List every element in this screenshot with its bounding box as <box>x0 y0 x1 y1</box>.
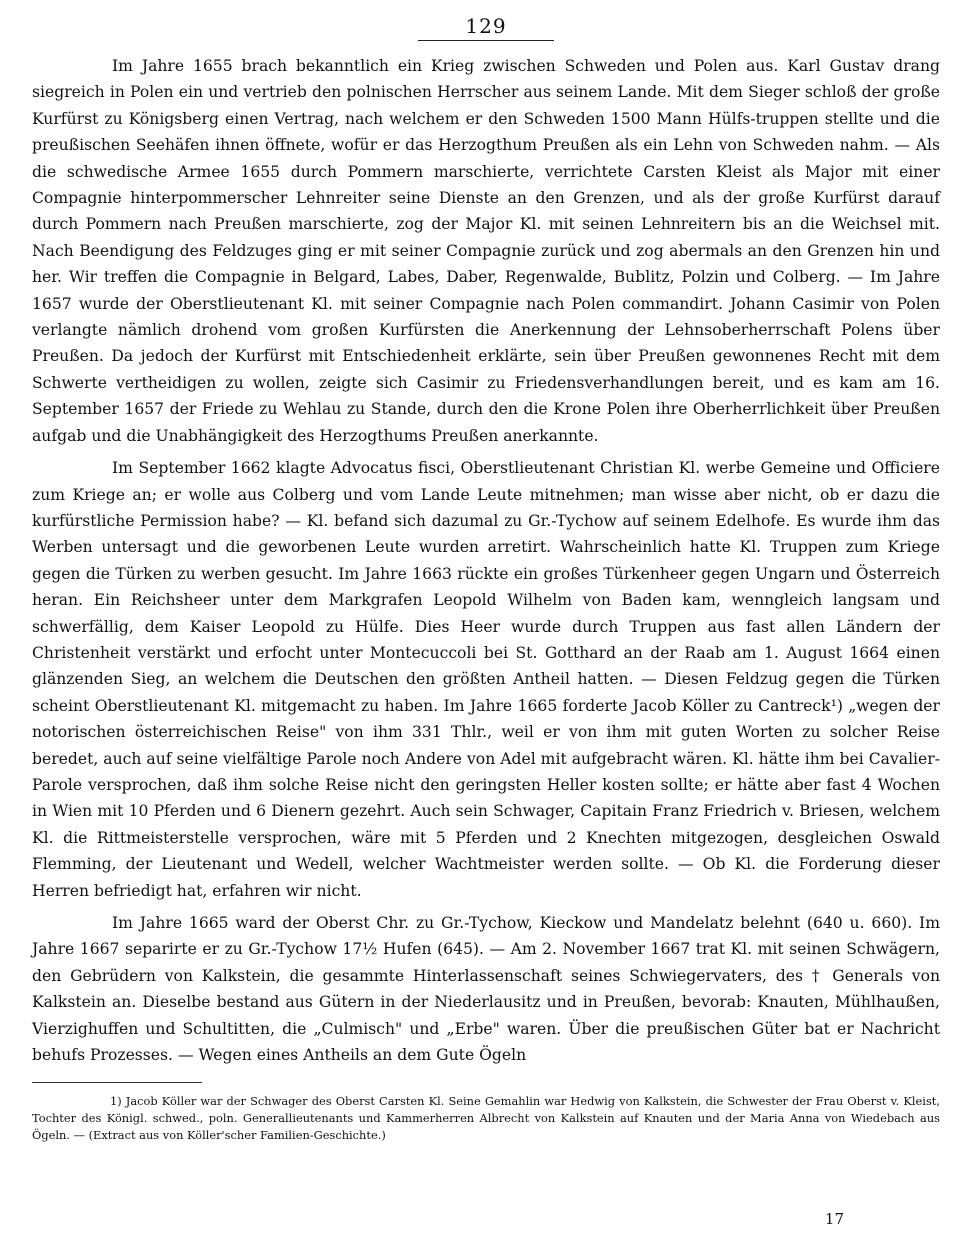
body-text <box>32 53 940 1068</box>
paragraph-3: Im Jahre 1665 ward der Oberst Chr. zu Gr.-Tychow, Kieckow und Mandelatz belehnt (640 u. 660). Im Jahre 1667 separirte er zu Gr.-Tychow 17½ Hufen (645). — Am 2. November 1667 trat Kl. mit seinen Schwägern, den Gebrüdern von Kalkstein, die gesammte Hinterlassenschaft seines Schwiegervaters, des † Generals von Kalkstein an. Dieselbe bestand aus Gütern in der Niederlausitz und in Preußen, bevorab: Knauten, Mühlhaußen, Vierzighuffen und Schultitten, die „Culmisch" und „Erbe" waren. Über die preußischen Güter bat er Nachricht behufs Prozesses. — Wegen eines Antheils an dem Gute Ögeln <box>32 914 940 1065</box>
page-number-rule <box>418 40 554 41</box>
paragraph-2: Im September 1662 klagte Advocatus fisci, Oberstlieutenant Christian Kl. werbe Gemeine und Officiere zum Kriege an; er wolle aus Colberg und vom Lande Leute mitnehmen; man wisse aber nicht, ob er dazu die kurfürstliche Permission habe? — Kl. befand sich dazumal zu Gr.-Tychow auf seinem Edelhofe. Es wurde ihm das Werben untersagt und die geworbenen Leute wurden arretirt. Wahrscheinlich hatte Kl. Truppen zum Kriege gegen die Türken zu werben gesucht. Im Jahre 1663 rückte ein großes Türkenheer gegen Ungarn und Österreich heran. Ein Reichsheer unter dem Markgrafen Leopold Wilhelm von Baden kam, wenngleich langsam und schwerfällig, dem Kaiser Leopold zu Hülfe. Dies Heer wurde durch Truppen aus fast allen Ländern der Christenheit verstärkt und erfocht unter Montecuccoli bei St. Gotthard an der Raab am 1. August 1664 einen glänzenden Sieg, an welchem die Deutschen den größten Antheil hatten. — Diesen Feldzug gegen die Türken scheint Oberstlieutenant Kl. mitgemacht zu haben. Im Jahre 1665 forderte Jacob Köller zu Cantreck¹) „wegen der notorischen österreichischen Reise" von ihm 331 Thlr., weil er von ihm mit guten Worten zu solcher Reise beredet, auch auf seine vielfältige Parole noch Andere von Adel mit aufgebracht wären. Kl. hätte ihm bei Cavalier-Parole versprochen, daß ihm solche Reise nicht den geringsten Heller kosten sollte; er hätte aber fast 4 Wochen in Wien mit 10 Pferden und 6 Dienern gezehrt. Auch sein Schwager, Capitain Franz Friedrich v. Briesen, welchem Kl. die Rittmeisterstelle versprochen, wäre mit 5 Pferden und 2 Knechten mitgezogen, desgleichen Oswald Flemming, der Lieutenant und Wedell, welcher Wachtmeister werden sollte. — Ob Kl. die Forderung dieser Herren befriedigt hat, erfahren wir nicht. <box>32 459 940 900</box>
footnote-rule <box>32 1082 202 1083</box>
page <box>32 14 940 1144</box>
signature-mark: 17 <box>824 1210 844 1228</box>
paragraph-1: Im Jahre 1655 brach bekanntlich ein Krieg zwischen Schweden und Polen aus. Karl Gustav drang siegreich in Polen ein und vertrieb den polnischen Herrscher aus seinem Lande. Mit dem Sieger schloß der große Kurfürst zu Königsberg einen Vertrag, nach welchem er den Schweden 1500 Mann Hülfs-truppen stellte und die preußischen Seehäfen ihnen öffnete, wofür er das Herzogthum Preußen als ein Lehn von Schweden nahm. — Als die schwedische Armee 1655 durch Pommern marschierte, verrichtete Carsten Kleist als Major mit einer Compagnie hinterpommerscher Lehnreiter seine Dienste an den Grenzen, und als der große Kurfürst darauf durch Pommern nach Preußen marschierte, zog der Major Kl. mit seinen Lehnreitern bis an die Weichsel mit. Nach Beendigung des Feldzuges ging er mit seiner Compagnie zurück und zog abermals an den Grenzen hin und her. Wir treffen die Compagnie in Belgard, Labes, Daber, Regenwalde, Bublitz, Polzin und Colberg. — Im Jahre 1657 wurde der Oberstlieutenant Kl. mit seiner Compagnie nach Polen commandirt. Johann Casimir von Polen verlangte nämlich drohend vom großen Kurfürsten die Anerkennung der Lehnsoberherrschaft Polens über Preußen. Da jedoch der Kurfürst mit Entschiedenheit erklärte, sein über Preußen gewonnenes Recht mit dem Schwerte vertheidigen zu wollen, zeigte sich Casimir zu Friedensverhandlungen bereit, und es kam am 16. September 1657 der Friede zu Wehlau zu Stande, durch den die Krone Polen ihre Oberherrlichkeit über Preußen aufgab und die Unabhängigkeit des Herzogthums Preußen anerkannte. <box>32 57 940 445</box>
page-number-text: 129 <box>465 14 507 38</box>
page-number <box>32 14 940 41</box>
footnote: 1) Jacob Köller war der Schwager des Oberst Carsten Kl. Seine Gemahlin war Hedwig von Kalkstein, die Schwester der Frau Oberst v. Kleist, Tochter des Königl. schwed., poln. Generallieutenants und Kammerherren Albrecht von Kalkstein auf Knauten und der Maria Anna von Wiedebach aus Ögeln. — (Extract aus von Köller'scher Familien-Geschichte.) <box>32 1094 940 1143</box>
